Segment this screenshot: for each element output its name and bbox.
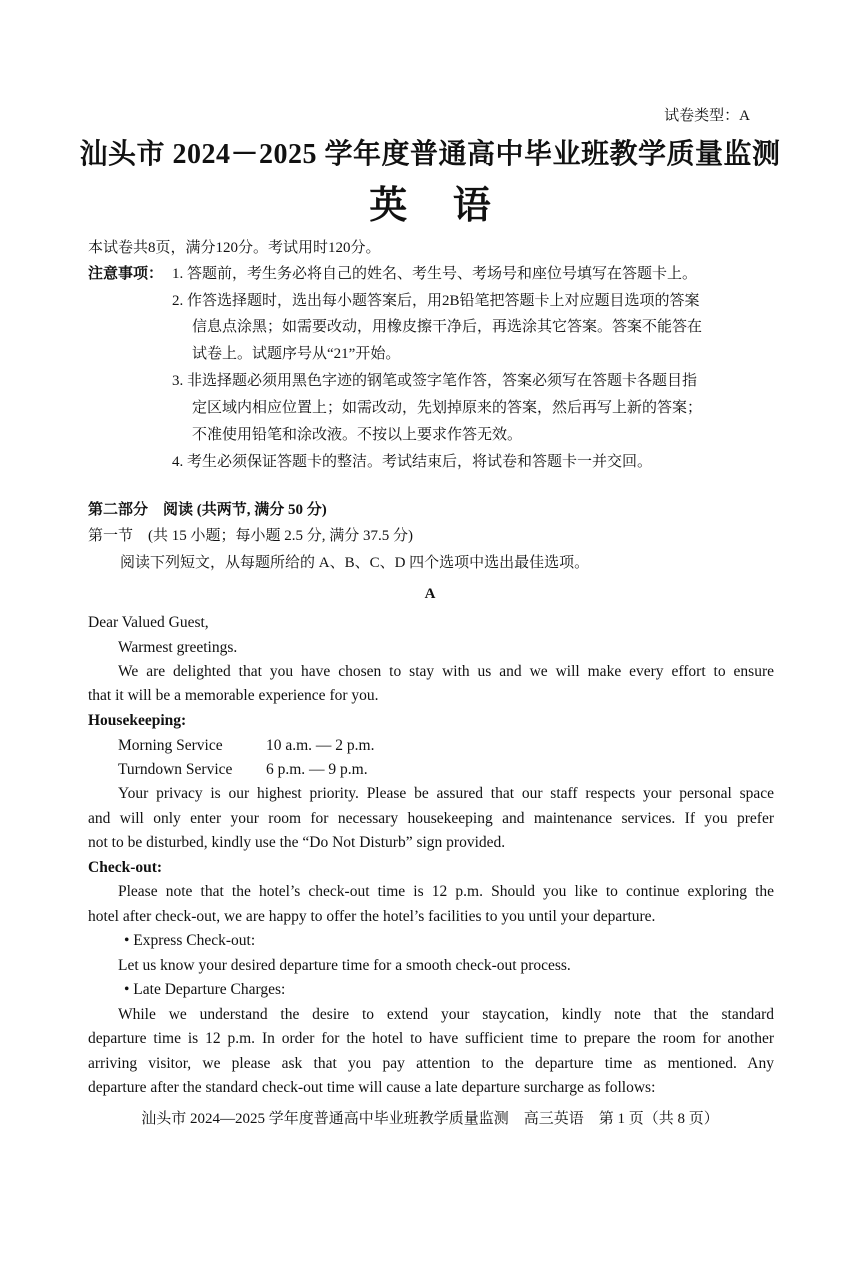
notice-item: 4. 考生必须保证答题卡的整洁。考试结束后，将试卷和答题卡一并交回。 [172,454,653,470]
service-name: Morning Service [118,737,223,754]
notice-label: 注意事项： [88,266,164,282]
greeting: Warmest greetings. [118,639,238,656]
notice-item-cont: 试卷上。试题序号从“21”开始。 [192,346,401,362]
service-row [118,737,518,755]
passage-label: A [424,586,436,602]
notice-item-cont: 信息点涂黑；如需要改动，用橡皮擦干净后，再选涂其它答案。答案不能答在 [192,319,703,335]
service-row [118,761,518,779]
salutation: Dear Valued Guest, [88,614,209,631]
paragraph-line: Your privacy is our highest priority. Please be assured that our staff respects your personal space [118,785,774,802]
paragraph-line: We are delighted that you have chosen to stay with us and we will make every effort to ensure [118,663,774,680]
paragraph-line: not to be disturbed, kindly use the “Do Not Disturb” sign provided. [88,834,506,851]
paragraph-line: hotel after check-out, we are happy to offer the hotel’s facilities to you until your departure. [88,908,656,925]
section-subheading: 第一节 (共 15 小题；每小题 2.5 分, 满分 37.5 分) [88,528,413,544]
service-name: Turndown Service [118,761,233,778]
exam-info: 本试卷共8页，满分120分。考试用时120分。 [88,240,381,256]
paragraph-line: Please note that the hotel’s check-out time is 12 p.m. Should you like to continue exploring the [118,883,774,900]
paragraph-line: arriving visitor, we please ask that you pay attention to the departure time as mentioned. Any [88,1055,774,1072]
notice-item-cont: 定区域内相应位置上；如需改动，先划掉原来的答案，然后再写上新的答案； [192,400,703,416]
page-footer: 汕头市 2024—2025 学年度普通高中毕业班教学质量监测 高三英语 第 1 页（共 8 页） [141,1111,719,1127]
section-heading: 第二部分 阅读 (共两节, 满分 50 分) [88,502,327,518]
paragraph-line: departure after the standard check-out time will cause a late departure surcharge as follows: [88,1079,656,1096]
paragraph-line: and will only enter your room for necessary housekeeping and maintenance services. If you prefer [88,810,774,827]
service-time: 6 p.m. — 9 p.m. [266,761,368,778]
checkout-heading: Check-out: [88,859,163,876]
express-checkout-title: • Express Check-out: [124,932,256,949]
notice-item: 3. 非选择题必须用黑色字迹的钢笔或签字笔作答，答案必须写在答题卡各题目指 [172,373,698,389]
paper-type: 试卷类型：A [664,108,750,124]
paragraph-line: that it will be a memorable experience for you. [88,687,379,704]
section-instruction: 阅读下列短文，从每题所给的 A、B、C、D 四个选项中选出最佳选项。 [120,555,590,571]
service-time: 10 a.m. — 2 p.m. [266,737,375,754]
subject-title: 英 语 [369,185,509,227]
paragraph-line: departure time is 12 p.m. In order for the hotel to have sufficient time to prepare the room for another [88,1030,774,1047]
exam-title: 汕头市 2024－2025 学年度普通高中毕业班教学质量监测 [79,139,781,170]
late-departure-title: • Late Departure Charges: [124,981,286,998]
notice-item: 2. 作答选择题时，选出每小题答案后，用2B铅笔把答题卡上对应题目选项的答案 [172,293,700,309]
notice-item: 1. 答题前，考生务必将自己的姓名、考生号、考场号和座位号填写在答题卡上。 [172,266,698,282]
paragraph-line: Let us know your desired departure time for a smooth check-out process. [118,957,571,974]
housekeeping-heading: Housekeeping: [88,712,187,729]
paragraph-line: While we understand the desire to extend your staycation, kindly note that the standard [118,1006,774,1023]
notice-item-cont: 不准使用铅笔和涂改液。不按以上要求作答无效。 [192,427,523,443]
